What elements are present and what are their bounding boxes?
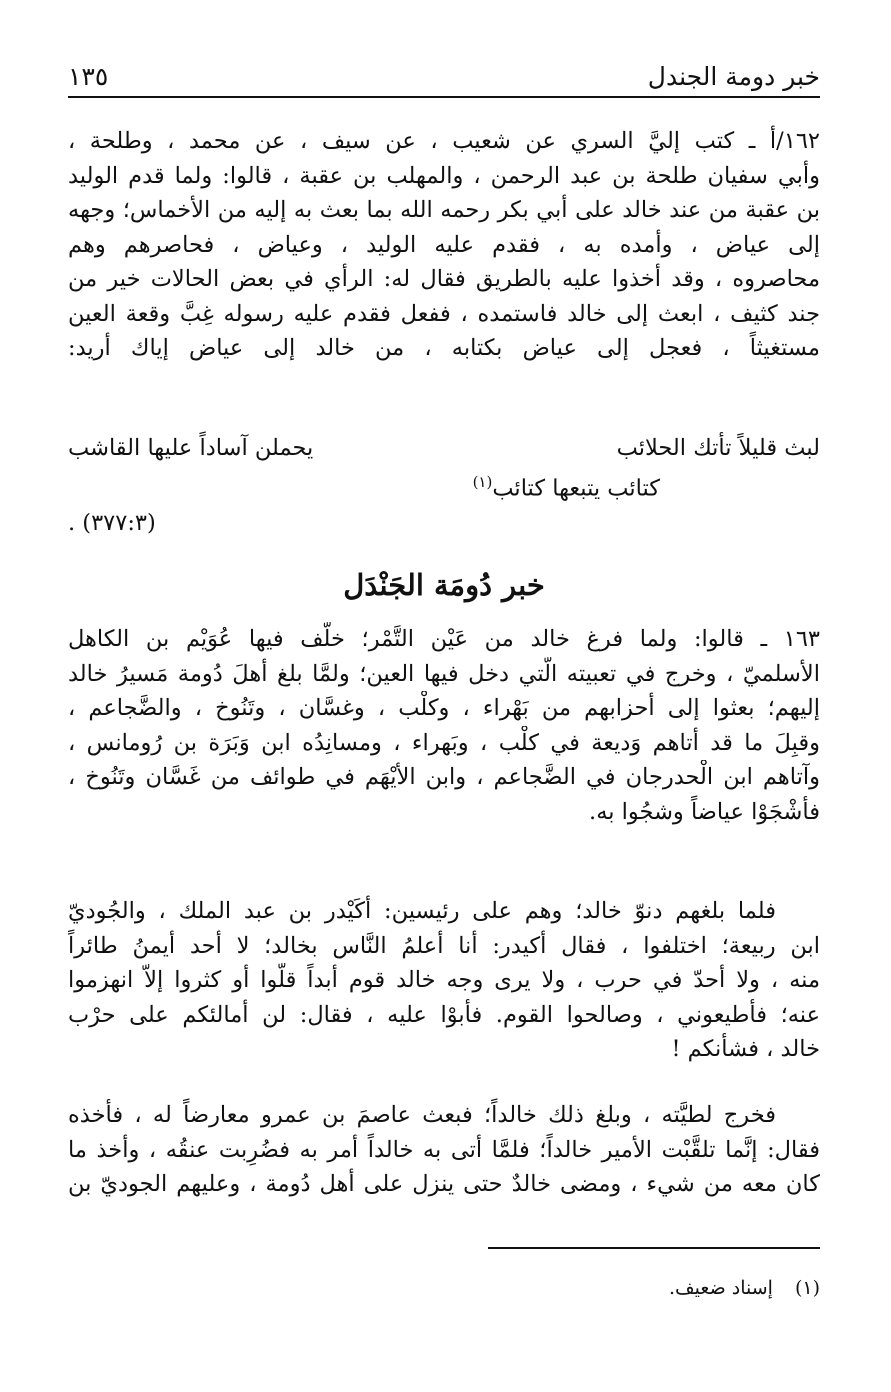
text-line: فلما بلغهم دنوّ خالد؛ وهم على رئيسين: أكَيْدر بن عبد الملك ، والجُوديّ [68,898,776,924]
verse-line-1 [68,435,820,471]
text-line: محاصروه ، وقد أخذوا عليه بالطريق فقال له: الرأي في بعض الحالات خير من [68,266,820,292]
text-line: ابن ربيعة؛ اختلفوا ، فقال أكيدر: أنا أعلمُ النَّاس بخالد؛ لا أحد أيمنُ طائراً [68,932,820,959]
text-line: بن عقبة من عند خالد على أبي بكر رحمه الله بما بعث به إليه من الأخماس؛ وجهه [68,197,820,223]
footnote [669,1277,820,1299]
text-line: عنه؛ فأطيعوني ، وصالحوا القوم. فأبوْا عليه ، فقال: لن أمالئكم على حرْب [68,1001,820,1028]
text-line: فقال: إنَّما تلقَّبْت الأمير خالداً؛ فلمَّا أتى به خالداً أمر به فضُرِبت عنقُه ، وأخذ ما [68,1136,820,1163]
text-line: وقبِلَ ما قد أتاهم وَديعة في كلْب ، وبَهراء ، ومسانِدُه ابن وَبَرَة بن رُومانس ، [68,729,820,756]
footnote-rule [488,1247,820,1249]
report-162 [68,124,820,366]
text-line: خالد ، فشأنكم ! [671,1036,820,1062]
text-line: وأبي سفيان طلحة بن عبد الرحمن ، والمهلب بن عقبة ، قالوا: ولما قدم الوليد [68,162,820,189]
source-citation: (٣٧٧:٣) . [68,510,156,536]
section-title: خبر دُومَة الجَنْدَل [343,568,545,602]
text-line: منه ، ولا أحدّ في حرب ، ولا يرى وجه خالد قوم أبداً قلُّوا أو كثروا إلاّ انهزموا [68,967,820,993]
header-rule [68,96,820,98]
text-line: إلى عياض ، وأمده به ، فقدم عليه الوليد ، وعياض ، فحاصرهم وهم [68,231,820,258]
chapter-title: خبر دومة الجندل [647,61,820,91]
footnote-text: إسناد ضعيف. [668,1277,773,1299]
footnote-number: (١) [794,1277,820,1299]
verse-hemistich: لبث قليلاً تأتك الحلائب [616,435,820,461]
text-line: الأسلميّ ، وخرج في تعبيته الَّتي دخل فيها العين؛ ولمَّا بلغ أهلَ دُومة مَسيرُ خالد [68,660,820,687]
paragraph [68,1098,820,1202]
text-line: وآتاهم ابن الْحدرجان في الضَّجاعم ، وابن الأيْهَم في طوائف من غَسَّان وتَنُوخ ، [68,764,820,790]
text-line: إليهم؛ بعثوا إلى أحزابهم من بَهْراء ، وكلْب ، وغسَّان ، وتَنُوخ ، والضَّجاعم ، [68,695,820,721]
text-line: مستغيثاً ، فعجل إلى عياض بكتابه ، من خالد إلى عياض إياك أريد: [68,335,820,361]
text-line: فخرج لطيَّته ، وبلغ ذلك خالداً؛ فبعث عاصمَ بن عمرو معارضاً له ، فأخذه [68,1102,776,1128]
report-163 [68,622,820,829]
verse-hemistich: يحملن آساداً عليها القاشب [68,435,314,461]
text-line: فأشْجَوْا عياضاً وشجُوا به. [589,798,820,825]
text-line: جند كثيف ، ابعث إلى خالد فاستمده ، ففعل فقدم عليه رسوله غِبَّ وقعة العين [68,300,820,327]
verse-line-2 [68,473,820,509]
footnote-marker: (١) [472,473,493,491]
verse-hemistich [473,473,660,502]
verse-text: كتائب يتبعها كتائب [492,475,660,502]
text-line: كان معه من شيء ، ومضى خالدٌ حتى ينزل على أهل دُومة ، وعليهم الجوديّ بن [68,1171,820,1197]
text-line: ١٦٣ ـ قالوا: ولما فرغ خالد من عَيْن التَّمْر؛ خلَّف فيها عُوَيْم بن الكاهل [68,626,820,652]
paragraph [68,894,820,1067]
page-number: ١٣٥ [68,61,109,91]
text-line: ١٦٢/أ ـ كتب إليَّ السري عن شعيب ، عن سيف ، عن محمد ، وطلحة ، [68,128,820,154]
running-header [68,58,820,94]
